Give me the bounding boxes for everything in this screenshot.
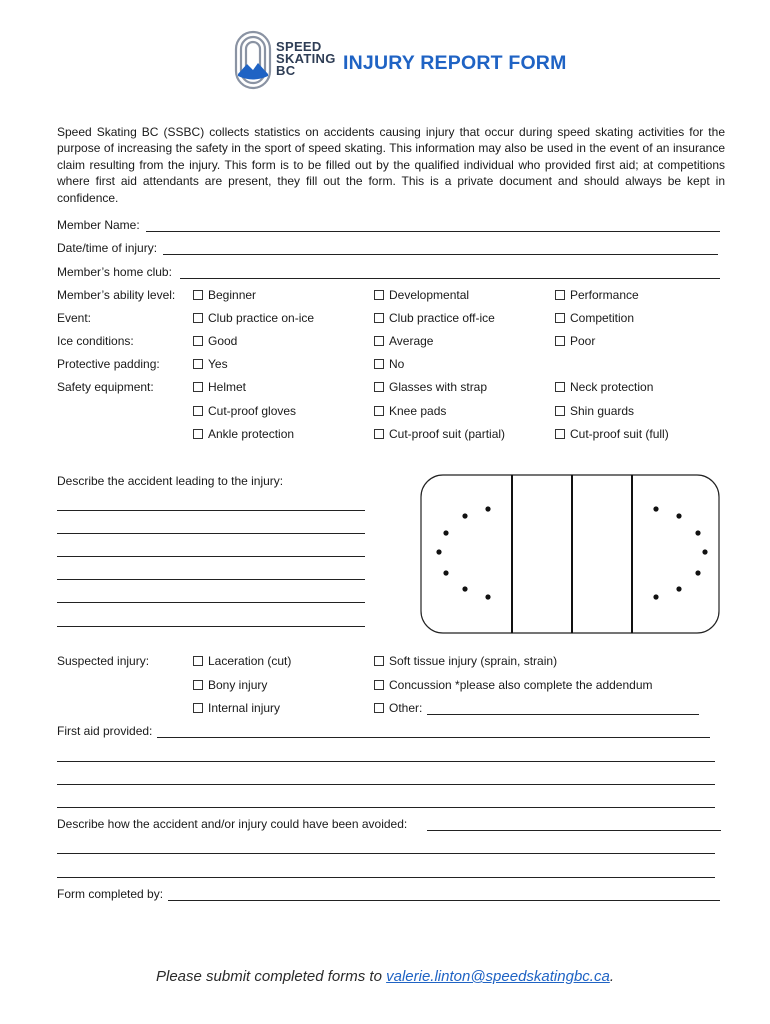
checkbox[interactable] xyxy=(555,429,565,439)
checkbox[interactable] xyxy=(555,290,565,300)
checkbox[interactable] xyxy=(374,680,384,690)
safety-option[interactable]: Neck protection xyxy=(555,380,653,394)
footer-suffix: . xyxy=(609,968,614,985)
padding-option[interactable]: No xyxy=(374,357,404,371)
event-option[interactable]: Club practice off-ice xyxy=(374,311,495,325)
ice-option[interactable]: Good xyxy=(193,334,237,348)
injury-option[interactable]: Bony injury xyxy=(193,678,267,692)
checkbox[interactable] xyxy=(193,429,203,439)
email-link[interactable]: valerie.linton@speedskatingbc.ca xyxy=(386,968,610,985)
checkbox[interactable] xyxy=(193,680,203,690)
accident-line[interactable] xyxy=(57,510,365,511)
checkbox[interactable] xyxy=(193,359,203,369)
checkbox[interactable] xyxy=(193,382,203,392)
injury-option[interactable]: Internal injury xyxy=(193,701,280,715)
checkbox[interactable] xyxy=(555,406,565,416)
checkbox[interactable] xyxy=(374,656,384,666)
checkbox[interactable] xyxy=(374,290,384,300)
avoided-line[interactable] xyxy=(57,877,715,878)
checkbox[interactable] xyxy=(555,336,565,346)
checkbox[interactable] xyxy=(193,336,203,346)
completed-by-label: Form completed by: xyxy=(57,887,164,901)
logo-wordmark: SPEED SKATING BC xyxy=(276,39,336,78)
checkbox[interactable] xyxy=(555,313,565,323)
first-aid-line[interactable] xyxy=(57,761,715,762)
checkbox[interactable] xyxy=(374,336,384,346)
checkbox[interactable] xyxy=(193,703,203,713)
home-club-label: Member’s home club: xyxy=(57,265,172,279)
safety-option[interactable]: Knee pads xyxy=(374,404,446,418)
avoided-line[interactable] xyxy=(57,853,715,854)
ability-label: Member’s ability level: xyxy=(57,288,176,302)
checkbox[interactable] xyxy=(374,313,384,323)
ice-label: Ice conditions: xyxy=(57,334,134,348)
datetime-field[interactable] xyxy=(163,254,718,255)
safety-option[interactable]: Ankle protection xyxy=(193,427,294,441)
member-name-label: Member Name: xyxy=(57,218,140,232)
checkbox[interactable] xyxy=(374,359,384,369)
accident-line[interactable] xyxy=(57,602,365,603)
safety-option[interactable]: Shin guards xyxy=(555,404,634,418)
checkbox[interactable] xyxy=(193,290,203,300)
accident-line[interactable] xyxy=(57,579,365,580)
checkbox[interactable] xyxy=(193,313,203,323)
padding-label: Protective padding: xyxy=(57,357,160,371)
member-name-field[interactable] xyxy=(146,231,720,232)
ability-option[interactable]: Beginner xyxy=(193,288,256,302)
ability-option[interactable]: Developmental xyxy=(374,288,469,302)
first-aid-line[interactable] xyxy=(57,784,715,785)
intro-paragraph: Speed Skating BC (SSBC) collects statistics on accidents causing injury that occur during speed skating activities for the purpose of increasing the safety in the sport of speed skating. This information may also be used in the event of an insurance claim resulting from the injury. This form is to be filled out by the qualified individual who provided first aid; at competitions where first aid attendants are present, they fill out the form. This is a private document and should always be kept in confidence. xyxy=(57,125,725,205)
footer-prefix: Please submit completed forms to xyxy=(156,968,387,985)
page-title: INJURY REPORT FORM xyxy=(343,52,567,74)
home-club-field[interactable] xyxy=(180,278,720,279)
injury-option[interactable]: Concussion *please also complete the addendum xyxy=(374,678,653,692)
safety-option[interactable]: Glasses with strap xyxy=(374,380,487,394)
safety-option[interactable]: Cut-proof gloves xyxy=(193,404,296,418)
checkbox[interactable] xyxy=(374,429,384,439)
safety-option[interactable]: Helmet xyxy=(193,380,246,394)
other-injury-field[interactable] xyxy=(427,714,699,715)
event-option[interactable]: Club practice on-ice xyxy=(193,311,314,325)
injury-option[interactable]: Laceration (cut) xyxy=(193,654,291,668)
safety-option[interactable]: Cut-proof suit (full) xyxy=(555,427,669,441)
first-aid-line[interactable] xyxy=(57,807,715,808)
first-aid-label: First aid provided: xyxy=(57,724,153,738)
ability-option[interactable]: Performance xyxy=(555,288,639,302)
checkbox[interactable] xyxy=(193,406,203,416)
safety-option[interactable]: Cut-proof suit (partial) xyxy=(374,427,505,441)
event-option[interactable]: Competition xyxy=(555,311,634,325)
avoided-field[interactable] xyxy=(427,830,721,831)
checkbox[interactable] xyxy=(374,703,384,713)
accident-line[interactable] xyxy=(57,556,365,557)
injury-option[interactable]: Other: xyxy=(374,701,422,715)
checkbox[interactable] xyxy=(193,656,203,666)
ice-option[interactable]: Average xyxy=(374,334,433,348)
accident-line[interactable] xyxy=(57,626,365,627)
accident-line[interactable] xyxy=(57,533,365,534)
rink-diagram[interactable] xyxy=(420,474,720,634)
safety-label: Safety equipment: xyxy=(57,380,154,394)
injury-option[interactable]: Soft tissue injury (sprain, strain) xyxy=(374,654,557,668)
padding-option[interactable]: Yes xyxy=(193,357,228,371)
avoided-label: Describe how the accident and/or injury could have been avoided: xyxy=(57,817,408,831)
checkbox[interactable] xyxy=(374,406,384,416)
checkbox[interactable] xyxy=(374,382,384,392)
suspected-injury-label: Suspected injury: xyxy=(57,654,150,668)
footer-instructions xyxy=(0,968,770,985)
ice-option[interactable]: Poor xyxy=(555,334,595,348)
first-aid-field[interactable] xyxy=(157,737,710,738)
event-label: Event: xyxy=(57,311,92,325)
completed-by-field[interactable] xyxy=(168,900,720,901)
describe-accident-label: Describe the accident leading to the injury: xyxy=(57,474,284,488)
checkbox[interactable] xyxy=(555,382,565,392)
datetime-label: Date/time of injury: xyxy=(57,241,158,255)
